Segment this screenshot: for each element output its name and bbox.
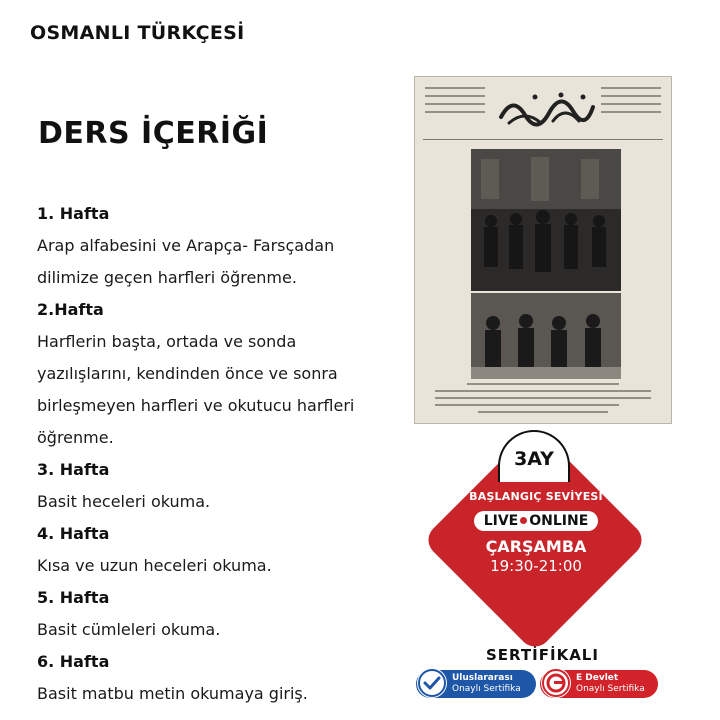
cert-line-1: E Devlet — [576, 673, 619, 683]
class-day: ÇARŞAMBA — [485, 537, 587, 556]
week-title: 5. Hafta — [37, 588, 110, 607]
week-desc-line: yazılışlarını, kendinden önce ve sonra — [37, 364, 338, 383]
course-info-badge — [440, 490, 632, 575]
course-weeks — [37, 198, 387, 710]
week-desc-line: dilimize geçen harfleri öğrenme. — [37, 268, 297, 287]
newspaper-photo-bottom — [471, 293, 621, 379]
e-devlet-logo-icon — [541, 668, 571, 698]
week-desc-line: Kısa ve uzun heceleri okuma. — [37, 556, 272, 575]
week-desc-line: öğrenme. — [37, 428, 114, 447]
week-title: 4. Hafta — [37, 524, 110, 543]
week-title: 3. Hafta — [37, 460, 110, 479]
level-text: BAŞLANGIÇ SEVİYESİ — [469, 490, 603, 503]
week-desc-line: Harflerin başta, ortada ve sonda — [37, 332, 297, 351]
check-circle-icon — [417, 668, 447, 698]
online-text: ONLINE — [529, 513, 589, 529]
cert-line-2: Onaylı Sertifika — [452, 684, 521, 694]
week-title: 1. Hafta — [37, 204, 110, 223]
certificate-title: SERTİFİKALI — [486, 646, 599, 664]
e-devlet-certificate-badge — [540, 670, 658, 698]
brand-title: OSMANLI TÜRKÇESİ — [30, 22, 245, 44]
week-3 — [37, 454, 387, 518]
live-dot-icon — [520, 517, 527, 524]
week-1 — [37, 198, 387, 294]
international-certificate-badge — [416, 670, 536, 698]
week-desc-line: Arap alfabesini ve Arapça- Farsçadan — [37, 236, 335, 255]
masthead-left-text-block — [425, 87, 485, 127]
newspaper-caption-block — [435, 383, 651, 418]
duration-text: 3AY — [514, 448, 554, 470]
week-title: 2.Hafta — [37, 300, 104, 319]
cert-line-1: Uluslararası — [452, 673, 513, 683]
newspaper-image — [414, 76, 672, 424]
newspaper-masthead — [423, 83, 663, 140]
masthead-right-text-block — [601, 87, 661, 127]
live-online-pill — [474, 511, 599, 531]
week-desc-line: birleşmeyen harfleri ve okutucu harfleri — [37, 396, 355, 415]
live-text: LIVE — [483, 513, 519, 529]
week-desc-line: Basit heceleri okuma. — [37, 492, 211, 511]
week-2 — [37, 294, 387, 454]
week-5 — [37, 582, 387, 646]
newspaper-logo-script — [495, 87, 599, 131]
week-title: 6. Hafta — [37, 652, 110, 671]
duration-badge — [498, 430, 570, 482]
cert-line-2: Onaylı Sertifika — [576, 684, 645, 694]
class-time: 19:30-21:00 — [490, 557, 582, 575]
newspaper-photo-top — [471, 149, 621, 291]
week-desc-line: Basit cümleleri okuma. — [37, 620, 221, 639]
week-4 — [37, 518, 387, 582]
week-desc-line: Basit matbu metin okumaya giriş. — [37, 684, 308, 703]
section-title: DERS İÇERİĞİ — [38, 116, 269, 151]
week-6 — [37, 646, 387, 710]
